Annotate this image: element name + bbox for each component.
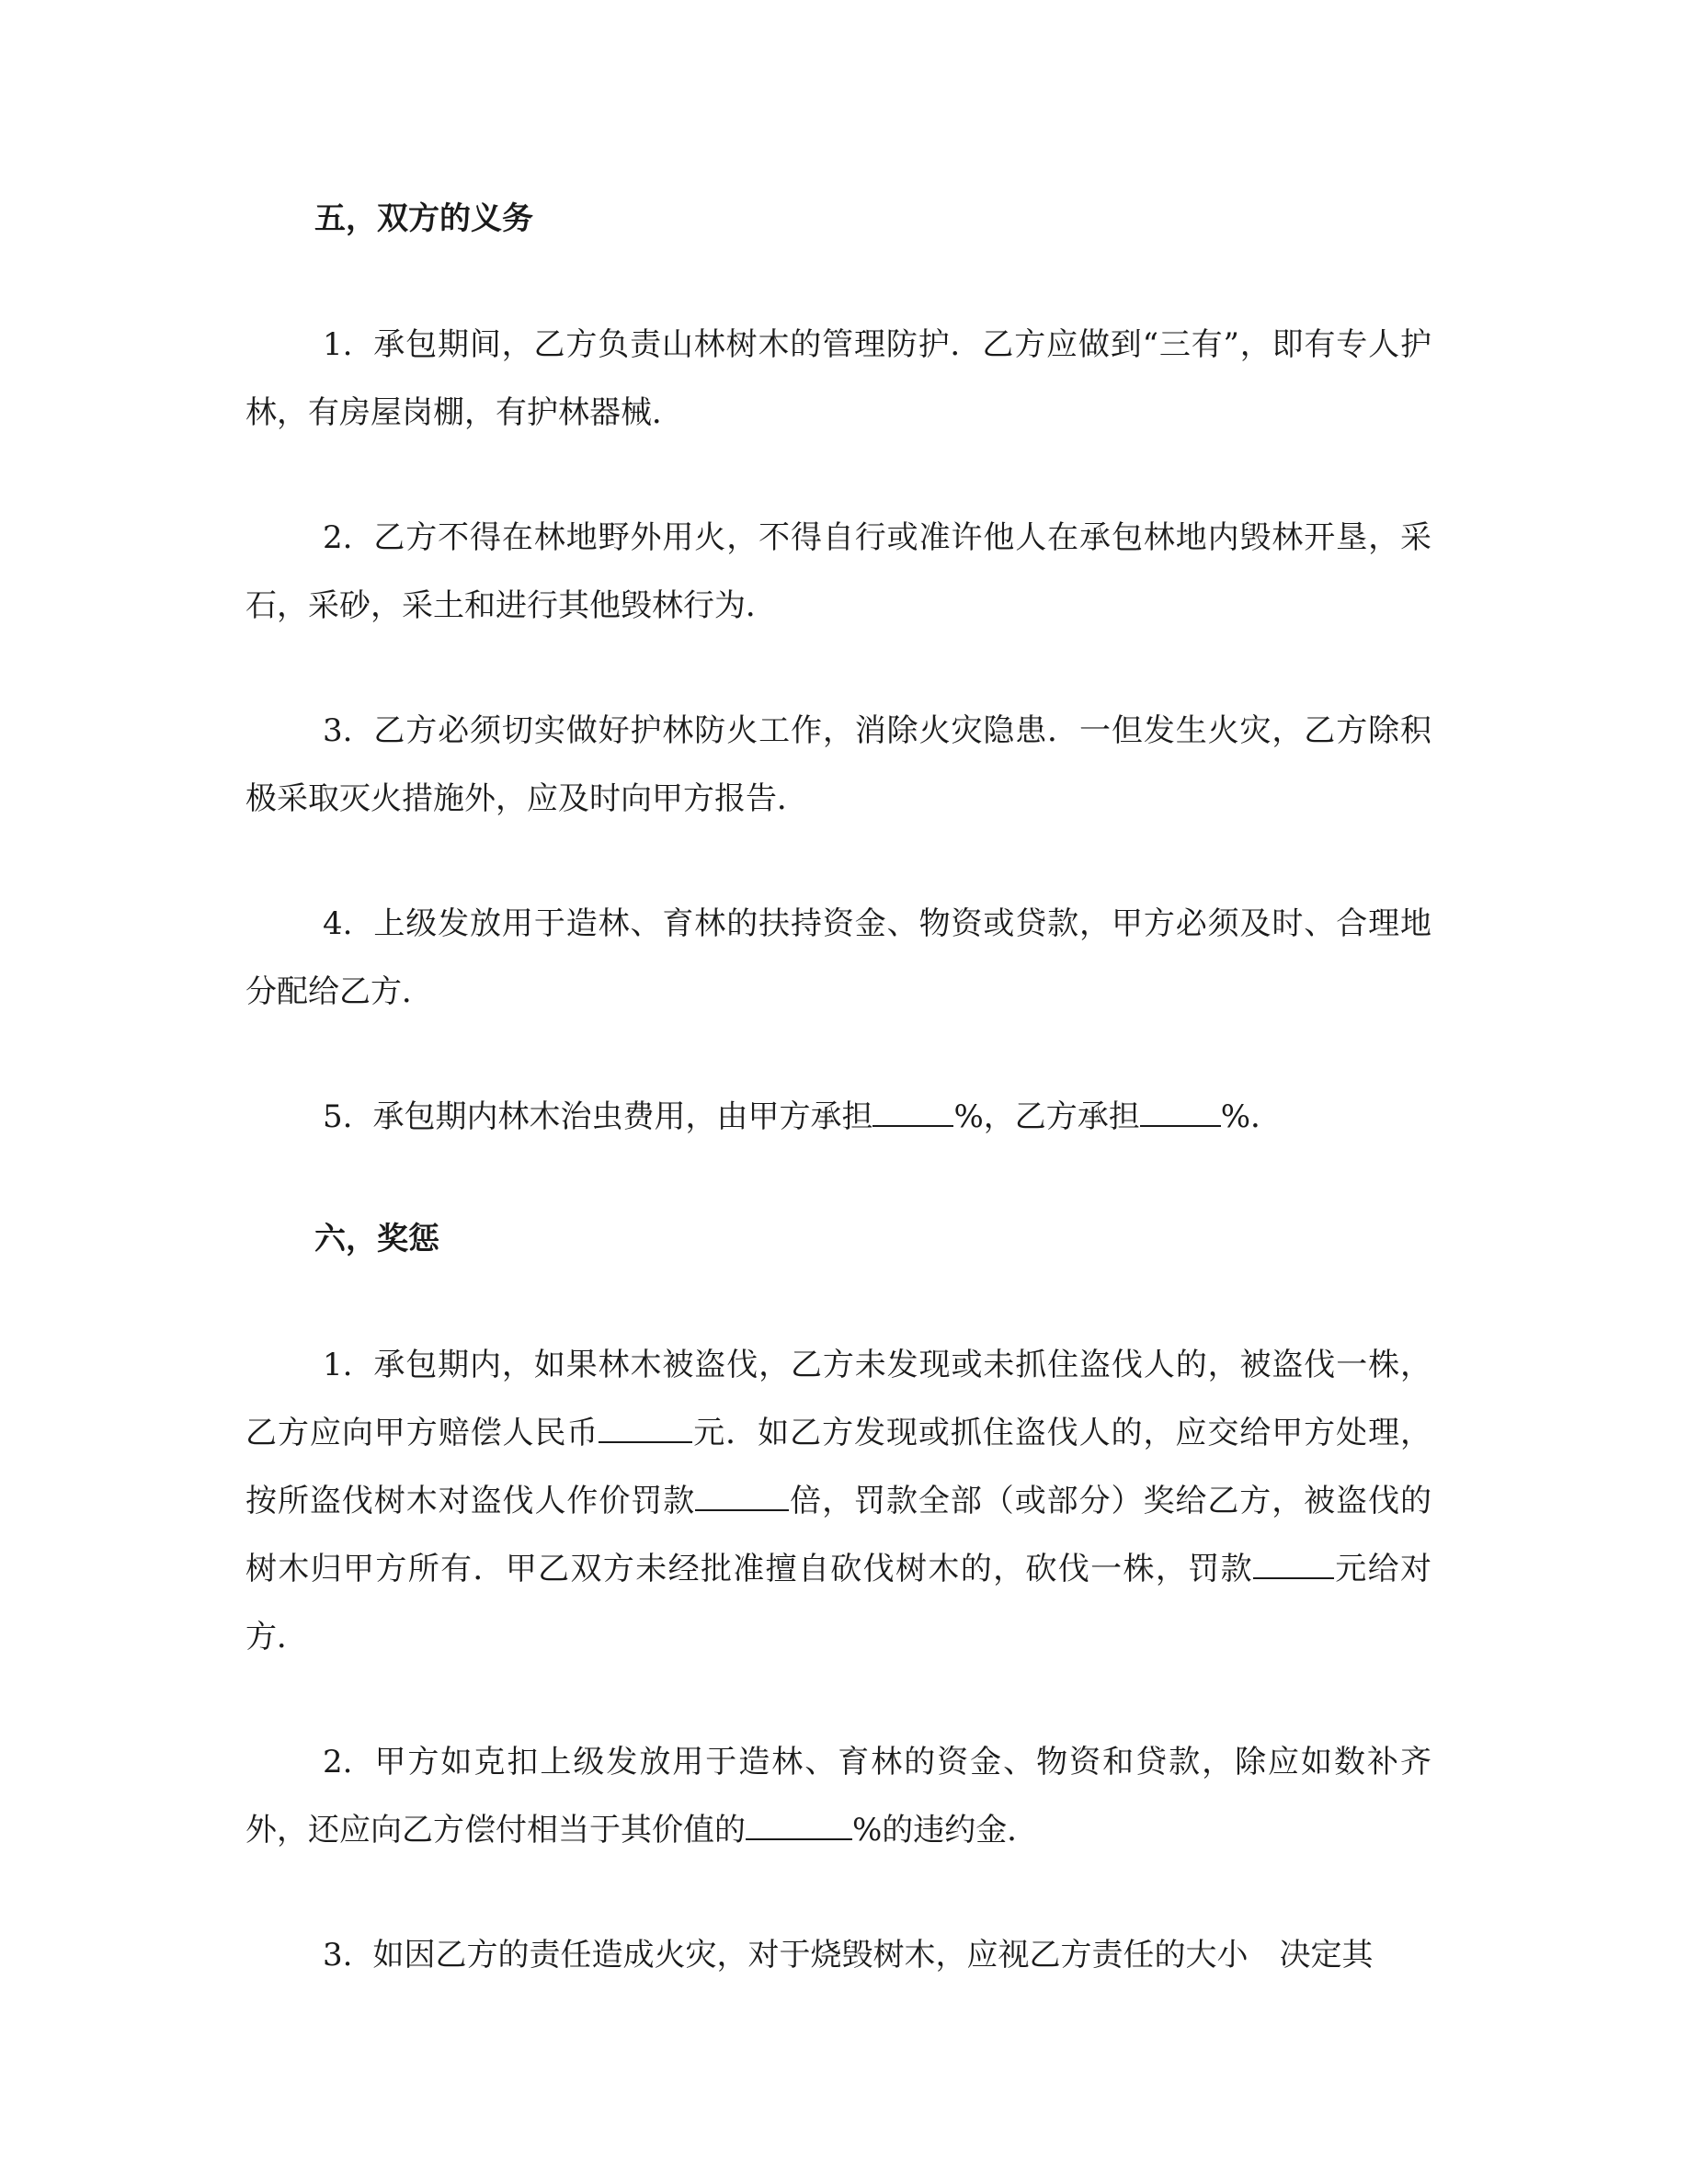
obligation-item-2 bbox=[245, 504, 1431, 640]
item-number: 3. bbox=[323, 1937, 353, 1974]
item-number: 2. bbox=[323, 519, 353, 556]
fill-in-blank bbox=[1140, 1099, 1221, 1127]
item-text: 乙方不得在林地野外用火，不得自行或准许他人在承包林地内毁林开垦，采石，采砂，采土和进行其他毁林行为． bbox=[245, 519, 1431, 624]
penalty-item-1 bbox=[245, 1331, 1431, 1671]
item-number: 5. bbox=[323, 1098, 353, 1135]
fill-in-blank bbox=[1253, 1552, 1334, 1579]
item-text-b: %，乙方承担 bbox=[953, 1098, 1140, 1135]
item-number: 1. bbox=[323, 326, 353, 363]
item-text: 如因乙方的责任造成火灾，对于烧毁树木，应视乙方责任的大小 决定其 bbox=[372, 1937, 1374, 1974]
item-number: 3. bbox=[323, 712, 353, 749]
obligation-item-5 bbox=[245, 1083, 1431, 1151]
fill-in-blank bbox=[873, 1099, 953, 1127]
item-text: 乙方必须切实做好护林防火工作，消除火灾隐患．一但发生火灾，乙方除积极采取灭火措施外，应及时向甲方报告． bbox=[245, 712, 1431, 817]
obligation-item-3 bbox=[245, 697, 1431, 833]
item-text-d: 元给对方． bbox=[245, 1551, 1432, 1655]
section-heading-obligations: 五，双方的义务 bbox=[314, 200, 533, 237]
fill-in-blank bbox=[695, 1484, 789, 1511]
fill-in-blank bbox=[746, 1813, 852, 1840]
item-text-c: %． bbox=[1220, 1098, 1283, 1135]
obligation-item-4 bbox=[245, 890, 1431, 1026]
item-text-b: 元．如乙方发现或抓住盗伐人的，应交给甲方处理，按所盗伐树木对盗伐人作价罚款 bbox=[245, 1415, 1432, 1519]
item-number: 4. bbox=[323, 905, 353, 942]
penalty-item-2 bbox=[245, 1728, 1431, 1864]
item-text-a: 承包期内林木治虫费用，由甲方承担 bbox=[372, 1098, 873, 1135]
item-text-c: 倍，罚款全部（或部分）奖给乙方，被盗伐的树木归甲方所有．甲乙双方未经批准擅自砍伐树木的，砍伐一株，罚款 bbox=[245, 1483, 1432, 1587]
item-text-a: 承包期内，如果林木被盗伐，乙方未发现或未抓住盗伐人的，被盗伐一株，乙方应向甲方赔偿人民币 bbox=[245, 1347, 1431, 1451]
item-text-a: 甲方如克扣上级发放用于造林、育林的资金、物资和贷款，除应如数补齐外，还应向乙方偿付相当于其价值的 bbox=[245, 1744, 1431, 1848]
item-text: 上级发放用于造林、育林的扶持资金、物资或贷款，甲方必须及时、合理地分配给乙方． bbox=[245, 905, 1431, 1010]
item-number: 2. bbox=[323, 1744, 353, 1780]
obligation-item-1 bbox=[245, 311, 1431, 447]
penalty-item-3 bbox=[245, 1921, 1431, 1989]
item-text-b: %的违约金． bbox=[852, 1812, 1039, 1848]
section-heading-rewards-penalties: 六，奖惩 bbox=[314, 1221, 439, 1257]
item-text: 承包期间，乙方负责山林树木的管理防护．乙方应做到“三有”，即有专人护林，有房屋岗棚，有护林器械． bbox=[245, 326, 1431, 431]
fill-in-blank bbox=[599, 1416, 692, 1443]
item-number: 1. bbox=[323, 1347, 353, 1383]
